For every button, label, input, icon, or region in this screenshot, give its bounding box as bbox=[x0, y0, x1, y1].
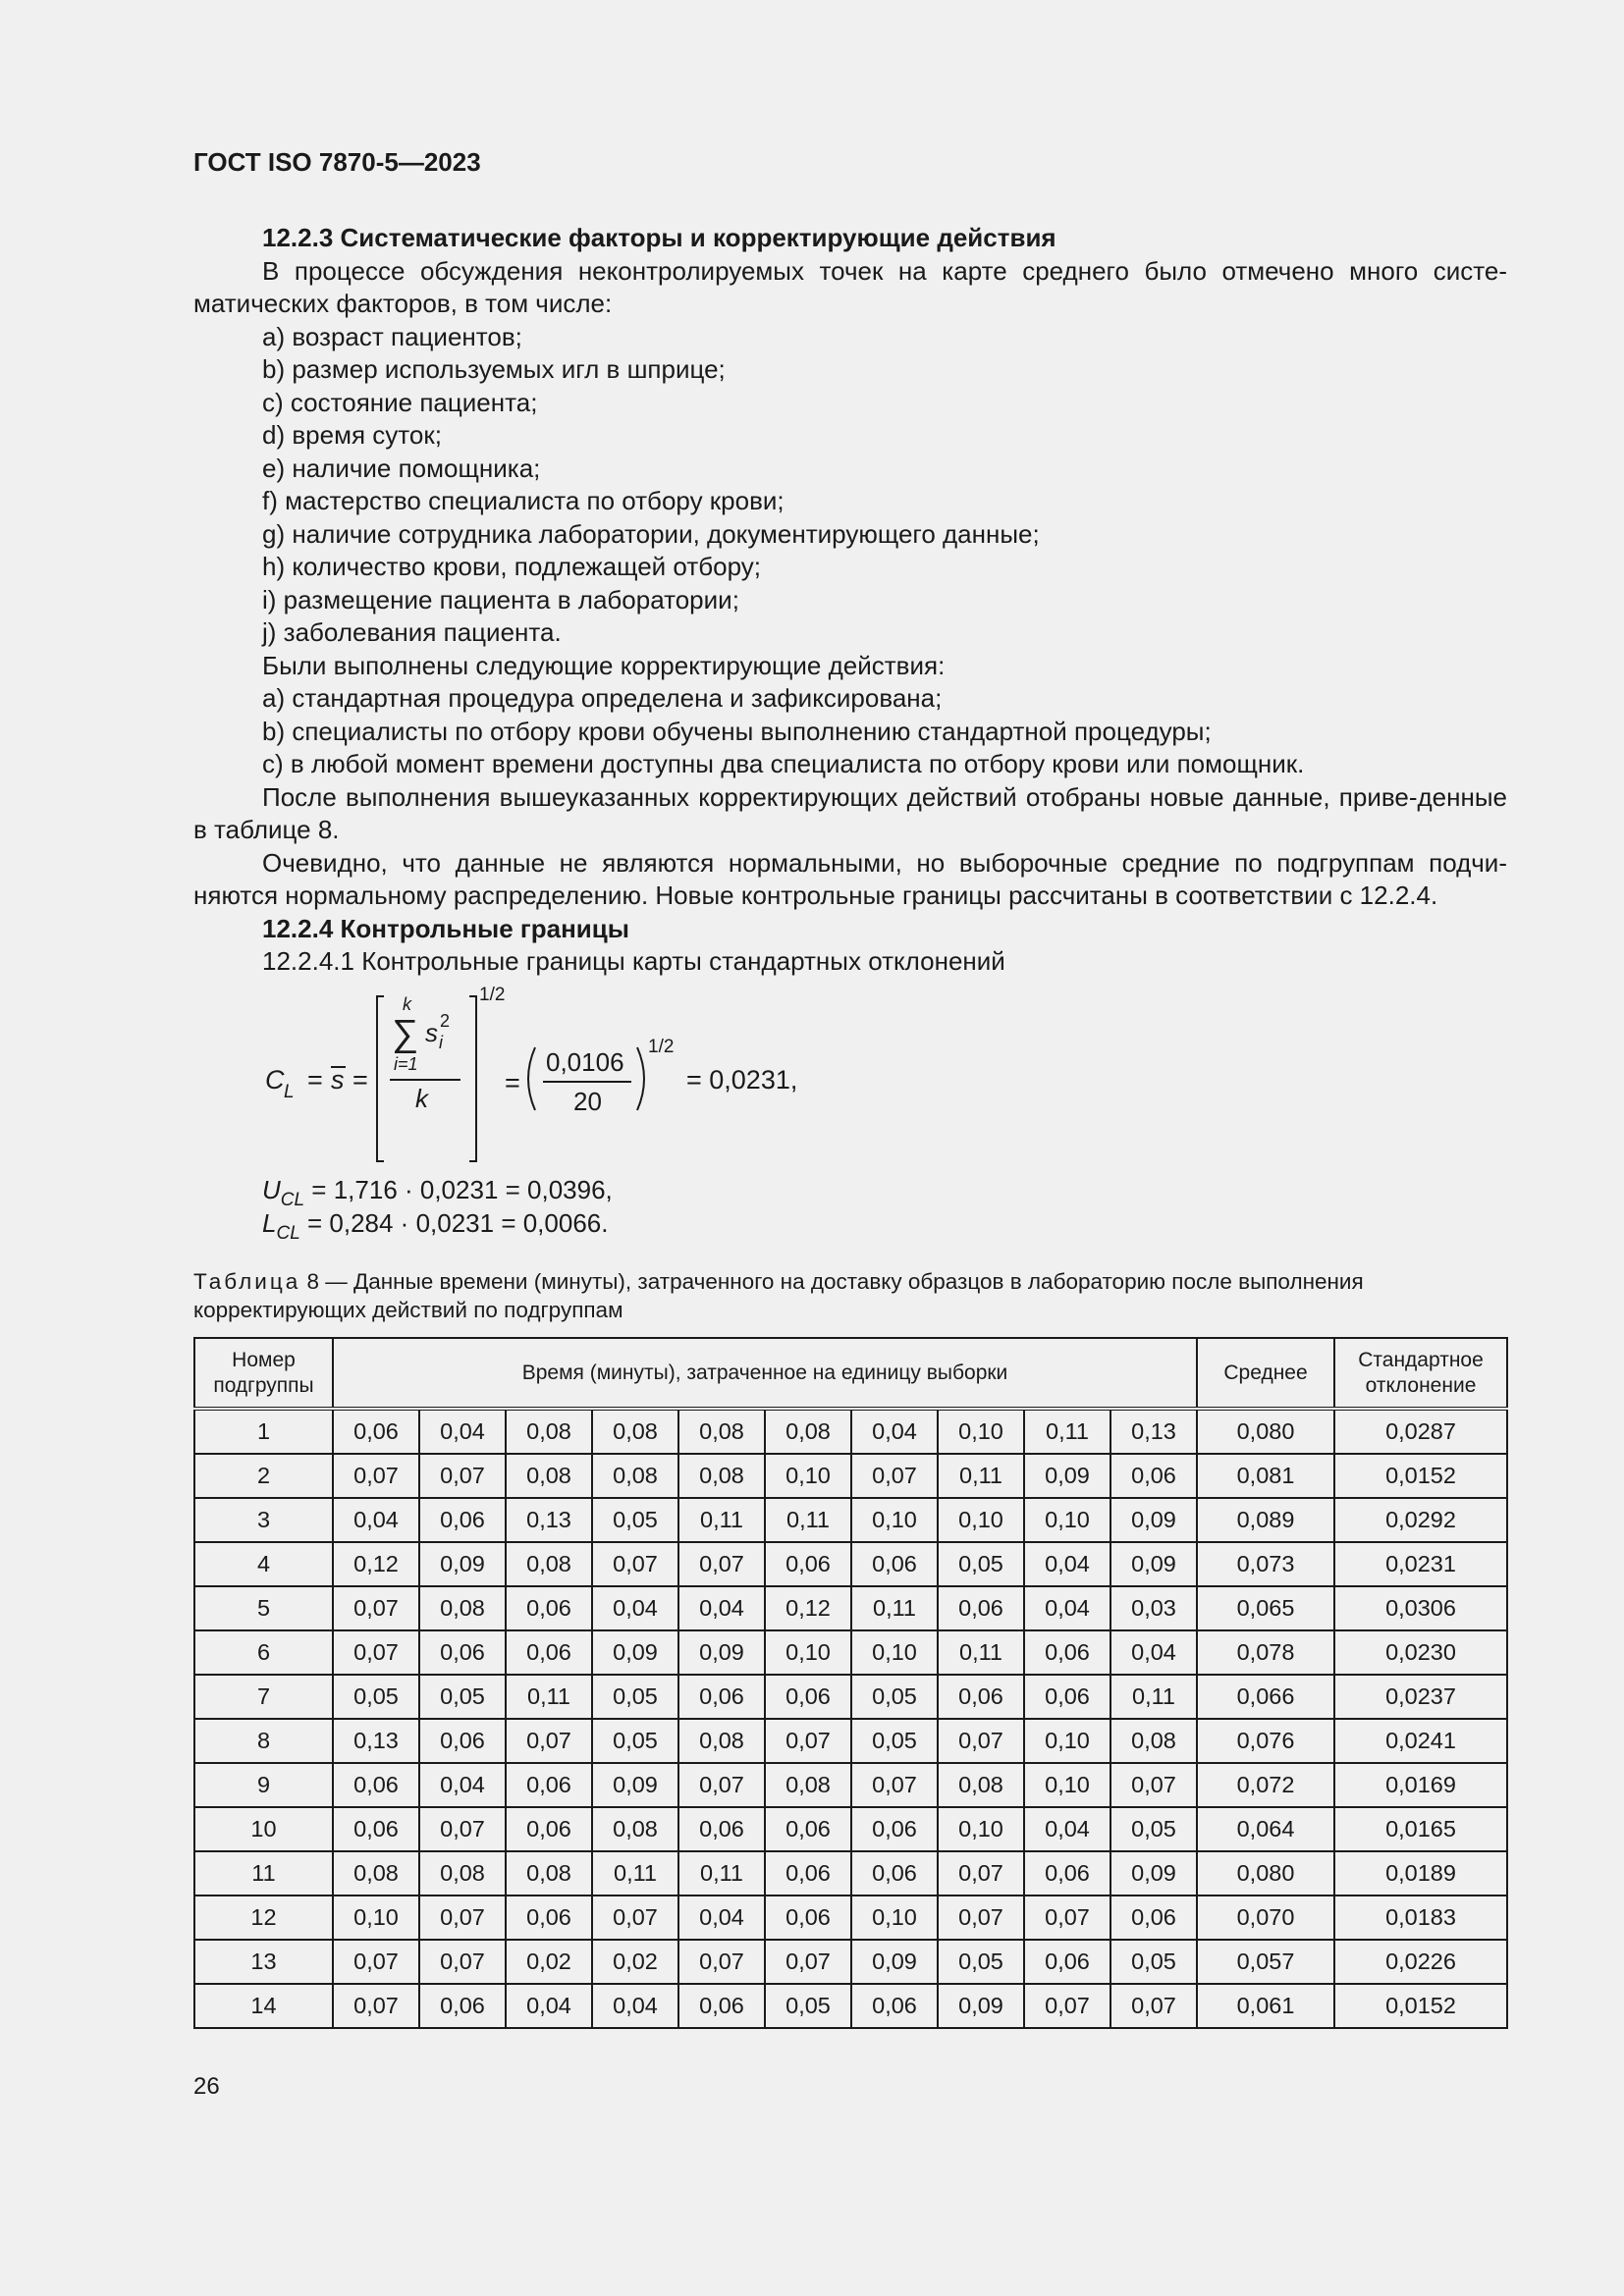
formula-lhs: C bbox=[265, 1064, 285, 1095]
formula-equals-1: = bbox=[307, 1064, 323, 1095]
time-value-cell: 0,06 bbox=[333, 1763, 419, 1807]
time-value-cell: 0,13 bbox=[506, 1498, 592, 1542]
time-value-cell: 0,04 bbox=[678, 1896, 765, 1940]
time-value-cell: 0,11 bbox=[765, 1498, 851, 1542]
formula-s-bar: s bbox=[331, 1064, 345, 1095]
time-value-cell: 0,06 bbox=[851, 1807, 938, 1851]
time-value-cell: 0,08 bbox=[938, 1763, 1024, 1807]
header-subgroup: Номер подгруппы bbox=[194, 1338, 333, 1409]
time-value-cell: 0,06 bbox=[1024, 1851, 1110, 1896]
std-cell: 0,0226 bbox=[1334, 1940, 1507, 1984]
time-value-cell: 0,06 bbox=[1024, 1630, 1110, 1675]
sum-term-sub: i bbox=[439, 1032, 443, 1052]
time-value-cell: 0,11 bbox=[938, 1630, 1024, 1675]
list-item: g) наличие сотрудника лаборатории, документирующего данные; bbox=[262, 518, 1040, 549]
time-value-cell: 0,10 bbox=[1024, 1719, 1110, 1763]
time-value-cell: 0,04 bbox=[1024, 1807, 1110, 1851]
time-value-cell: 0,09 bbox=[592, 1630, 678, 1675]
list-item: f) мастерство специалиста по отбору крови; bbox=[262, 486, 785, 515]
time-value-cell: 0,06 bbox=[419, 1719, 506, 1763]
time-value-cell: 0,07 bbox=[506, 1719, 592, 1763]
left-paren bbox=[528, 1047, 535, 1110]
time-value-cell: 0,07 bbox=[938, 1851, 1024, 1896]
list-item: b) специалисты по отбору крови обучены выполнению стандартной процедуры; bbox=[262, 716, 1212, 746]
control-limit-formula bbox=[193, 984, 1507, 1161]
time-value-cell: 0,05 bbox=[1110, 1940, 1197, 1984]
mean-cell: 0,080 bbox=[1197, 1851, 1334, 1896]
time-value-cell: 0,07 bbox=[851, 1454, 938, 1498]
header-times: Время (минуты), затраченное на единицу выборки bbox=[333, 1338, 1197, 1409]
sum-lower-limit: i=1 bbox=[394, 1053, 418, 1074]
list-item: c) состояние пациента; bbox=[262, 387, 538, 417]
subgroup-number-cell: 9 bbox=[194, 1763, 333, 1807]
data-table bbox=[193, 1337, 1508, 2029]
time-value-cell: 0,09 bbox=[938, 1984, 1024, 2028]
time-value-cell: 0,06 bbox=[333, 1409, 419, 1454]
time-value-cell: 0,04 bbox=[506, 1984, 592, 2028]
section-title-12-2-3: 12.2.3 Систематические факторы и корректирующие действия bbox=[262, 223, 1056, 252]
sum-term: s bbox=[425, 1017, 438, 1047]
table-row bbox=[194, 1940, 1507, 1984]
time-value-cell: 0,06 bbox=[419, 1984, 506, 2028]
list-item: a) возраст пациентов; bbox=[262, 321, 522, 351]
table-row bbox=[194, 1630, 1507, 1675]
time-value-cell: 0,11 bbox=[1110, 1675, 1197, 1719]
time-value-cell: 0,04 bbox=[1110, 1630, 1197, 1675]
time-value-cell: 0,05 bbox=[592, 1719, 678, 1763]
right-bracket bbox=[469, 996, 476, 1161]
subgroup-number-cell: 7 bbox=[194, 1675, 333, 1719]
table-row bbox=[194, 1586, 1507, 1630]
time-value-cell: 0,12 bbox=[333, 1542, 419, 1586]
time-value-cell: 0,08 bbox=[506, 1851, 592, 1896]
mean-cell: 0,072 bbox=[1197, 1763, 1334, 1807]
time-value-cell: 0,08 bbox=[419, 1586, 506, 1630]
subgroup-number-cell: 1 bbox=[194, 1409, 333, 1454]
time-value-cell: 0,04 bbox=[851, 1409, 938, 1454]
time-value-cell: 0,06 bbox=[678, 1675, 765, 1719]
time-value-cell: 0,04 bbox=[419, 1409, 506, 1454]
time-value-cell: 0,07 bbox=[765, 1940, 851, 1984]
header-mean: Среднее bbox=[1197, 1338, 1334, 1409]
time-value-cell: 0,10 bbox=[765, 1454, 851, 1498]
time-value-cell: 0,11 bbox=[938, 1454, 1024, 1498]
time-value-cell: 0,13 bbox=[1110, 1409, 1197, 1454]
time-value-cell: 0,07 bbox=[419, 1807, 506, 1851]
time-value-cell: 0,07 bbox=[592, 1542, 678, 1586]
time-value-cell: 0,10 bbox=[938, 1409, 1024, 1454]
time-value-cell: 0,11 bbox=[592, 1851, 678, 1896]
ucl-line bbox=[262, 1173, 1507, 1210]
time-value-cell: 0,10 bbox=[851, 1896, 938, 1940]
subgroup-number-cell: 6 bbox=[194, 1630, 333, 1675]
time-value-cell: 0,10 bbox=[765, 1630, 851, 1675]
time-value-cell: 0,10 bbox=[1024, 1498, 1110, 1542]
table-row bbox=[194, 1454, 1507, 1498]
time-value-cell: 0,11 bbox=[851, 1586, 938, 1630]
table-caption-label: Таблица bbox=[193, 1268, 301, 1294]
mean-cell: 0,065 bbox=[1197, 1586, 1334, 1630]
numeric-numerator: 0,0106 bbox=[546, 1046, 624, 1077]
time-value-cell: 0,07 bbox=[1024, 1984, 1110, 2028]
time-value-cell: 0,05 bbox=[333, 1675, 419, 1719]
subgroup-number-cell: 10 bbox=[194, 1807, 333, 1851]
time-value-cell: 0,05 bbox=[851, 1675, 938, 1719]
time-value-cell: 0,07 bbox=[333, 1454, 419, 1498]
time-value-cell: 0,13 bbox=[333, 1719, 419, 1763]
table-row bbox=[194, 1896, 1507, 1940]
header-std: Стандартное отклонение bbox=[1334, 1338, 1507, 1409]
time-value-cell: 0,06 bbox=[851, 1984, 938, 2028]
time-value-cell: 0,06 bbox=[765, 1896, 851, 1940]
time-value-cell: 0,07 bbox=[592, 1896, 678, 1940]
limits-block bbox=[193, 1173, 1507, 1244]
subgroup-number-cell: 4 bbox=[194, 1542, 333, 1586]
time-value-cell: 0,06 bbox=[1110, 1896, 1197, 1940]
mean-cell: 0,073 bbox=[1197, 1542, 1334, 1586]
table-row bbox=[194, 1542, 1507, 1586]
subgroup-number-cell: 12 bbox=[194, 1896, 333, 1940]
subgroup-number-cell: 3 bbox=[194, 1498, 333, 1542]
time-value-cell: 0,08 bbox=[765, 1409, 851, 1454]
time-value-cell: 0,05 bbox=[765, 1984, 851, 2028]
time-value-cell: 0,02 bbox=[506, 1940, 592, 1984]
obvious-paragraph: Очевидно, что данные не являются нормальными, но выборочные средние по подгруппам подчи-няются нормальному распределению. Новые контрольные границы рассчитаны в соответствии с 12.2.4. bbox=[193, 847, 1507, 910]
mean-cell: 0,070 bbox=[1197, 1896, 1334, 1940]
time-value-cell: 0,05 bbox=[592, 1498, 678, 1542]
mean-cell: 0,078 bbox=[1197, 1630, 1334, 1675]
time-value-cell: 0,08 bbox=[592, 1807, 678, 1851]
time-value-cell: 0,08 bbox=[506, 1409, 592, 1454]
mean-cell: 0,057 bbox=[1197, 1940, 1334, 1984]
table-caption bbox=[193, 1267, 1507, 1324]
std-cell: 0,0237 bbox=[1334, 1675, 1507, 1719]
time-value-cell: 0,06 bbox=[678, 1807, 765, 1851]
time-value-cell: 0,07 bbox=[938, 1896, 1024, 1940]
fraction-denominator: k bbox=[415, 1083, 428, 1113]
actions-list bbox=[193, 682, 1507, 781]
subsection-title-12-2-4-1: 12.2.4.1 Контрольные границы карты стандартных отклонений bbox=[262, 946, 1005, 976]
lcl-sub: CL bbox=[276, 1222, 300, 1244]
formula-graphic bbox=[193, 984, 881, 1161]
list-item: j) заболевания пациента. bbox=[262, 617, 562, 647]
subgroup-number-cell: 2 bbox=[194, 1454, 333, 1498]
time-value-cell: 0,08 bbox=[506, 1542, 592, 1586]
ucl-sub: CL bbox=[280, 1189, 305, 1210]
time-value-cell: 0,09 bbox=[678, 1630, 765, 1675]
time-value-cell: 0,05 bbox=[419, 1675, 506, 1719]
time-value-cell: 0,08 bbox=[765, 1763, 851, 1807]
table-header-row bbox=[194, 1338, 1507, 1409]
time-value-cell: 0,02 bbox=[592, 1940, 678, 1984]
document-code: ГОСТ ISO 7870-5—2023 bbox=[193, 147, 481, 177]
time-value-cell: 0,07 bbox=[419, 1454, 506, 1498]
subgroup-number-cell: 11 bbox=[194, 1851, 333, 1896]
sum-term-sup: 2 bbox=[440, 1010, 451, 1031]
time-value-cell: 0,11 bbox=[678, 1851, 765, 1896]
mean-cell: 0,066 bbox=[1197, 1675, 1334, 1719]
time-value-cell: 0,06 bbox=[333, 1807, 419, 1851]
factor-list bbox=[193, 321, 1507, 650]
mean-cell: 0,061 bbox=[1197, 1984, 1334, 2028]
time-value-cell: 0,04 bbox=[419, 1763, 506, 1807]
subgroup-number-cell: 5 bbox=[194, 1586, 333, 1630]
time-value-cell: 0,06 bbox=[419, 1498, 506, 1542]
time-value-cell: 0,06 bbox=[1024, 1675, 1110, 1719]
time-value-cell: 0,08 bbox=[592, 1409, 678, 1454]
time-value-cell: 0,09 bbox=[592, 1763, 678, 1807]
time-value-cell: 0,09 bbox=[1110, 1542, 1197, 1586]
time-value-cell: 0,10 bbox=[851, 1498, 938, 1542]
time-value-cell: 0,07 bbox=[419, 1896, 506, 1940]
time-value-cell: 0,10 bbox=[1024, 1763, 1110, 1807]
time-value-cell: 0,08 bbox=[419, 1851, 506, 1896]
left-bracket bbox=[377, 996, 384, 1161]
std-cell: 0,0306 bbox=[1334, 1586, 1507, 1630]
time-value-cell: 0,04 bbox=[592, 1984, 678, 2028]
time-value-cell: 0,07 bbox=[1110, 1984, 1197, 2028]
mean-cell: 0,080 bbox=[1197, 1409, 1334, 1454]
time-value-cell: 0,07 bbox=[333, 1940, 419, 1984]
time-value-cell: 0,04 bbox=[1024, 1542, 1110, 1586]
list-item: e) наличие помощника; bbox=[262, 453, 541, 483]
time-value-cell: 0,08 bbox=[592, 1454, 678, 1498]
time-value-cell: 0,07 bbox=[419, 1940, 506, 1984]
subgroup-number-cell: 14 bbox=[194, 1984, 333, 2028]
mean-cell: 0,081 bbox=[1197, 1454, 1334, 1498]
time-value-cell: 0,09 bbox=[851, 1940, 938, 1984]
subgroup-number-cell: 13 bbox=[194, 1940, 333, 1984]
time-value-cell: 0,06 bbox=[506, 1896, 592, 1940]
time-value-cell: 0,06 bbox=[419, 1630, 506, 1675]
time-value-cell: 0,07 bbox=[678, 1940, 765, 1984]
time-value-cell: 0,08 bbox=[678, 1719, 765, 1763]
time-value-cell: 0,06 bbox=[506, 1807, 592, 1851]
time-value-cell: 0,10 bbox=[938, 1498, 1024, 1542]
time-value-cell: 0,06 bbox=[938, 1586, 1024, 1630]
time-value-cell: 0,08 bbox=[678, 1409, 765, 1454]
time-value-cell: 0,06 bbox=[765, 1542, 851, 1586]
list-item: h) количество крови, подлежащей отбору; bbox=[262, 552, 761, 581]
std-cell: 0,0292 bbox=[1334, 1498, 1507, 1542]
table-row bbox=[194, 1851, 1507, 1896]
lcl-line bbox=[262, 1206, 1507, 1244]
mean-cell: 0,076 bbox=[1197, 1719, 1334, 1763]
time-value-cell: 0,06 bbox=[765, 1851, 851, 1896]
time-value-cell: 0,06 bbox=[938, 1675, 1024, 1719]
list-item: c) в любой момент времени доступны два специалиста по отбору крови или помощник. bbox=[262, 749, 1305, 778]
list-item: d) время суток; bbox=[262, 420, 442, 450]
time-value-cell: 0,06 bbox=[678, 1984, 765, 2028]
ucl-symbol: U bbox=[262, 1174, 281, 1204]
std-cell: 0,0165 bbox=[1334, 1807, 1507, 1851]
formula-result: = 0,0231, bbox=[686, 1064, 798, 1095]
time-value-cell: 0,06 bbox=[765, 1675, 851, 1719]
table-row bbox=[194, 1409, 1507, 1454]
time-value-cell: 0,04 bbox=[1024, 1586, 1110, 1630]
mean-cell: 0,089 bbox=[1197, 1498, 1334, 1542]
time-value-cell: 0,07 bbox=[678, 1542, 765, 1586]
time-value-cell: 0,09 bbox=[1110, 1851, 1197, 1896]
time-value-cell: 0,09 bbox=[419, 1542, 506, 1586]
page-number: 26 bbox=[193, 2073, 220, 2100]
time-value-cell: 0,06 bbox=[1024, 1940, 1110, 1984]
numeric-denominator: 20 bbox=[573, 1086, 602, 1116]
time-value-cell: 0,07 bbox=[333, 1984, 419, 2028]
time-value-cell: 0,07 bbox=[678, 1763, 765, 1807]
time-value-cell: 0,03 bbox=[1110, 1586, 1197, 1630]
section-title-12-2-4: 12.2.4 Контрольные границы bbox=[262, 913, 629, 943]
actions-intro: Были выполнены следующие корректирующие действия: bbox=[262, 650, 946, 680]
table-row bbox=[194, 1984, 1507, 2028]
time-value-cell: 0,06 bbox=[506, 1763, 592, 1807]
std-cell: 0,0230 bbox=[1334, 1630, 1507, 1675]
time-value-cell: 0,06 bbox=[851, 1851, 938, 1896]
time-value-cell: 0,11 bbox=[678, 1498, 765, 1542]
table-row bbox=[194, 1807, 1507, 1851]
inner-exponent: 1/2 bbox=[648, 1036, 675, 1057]
formula-equals-2: = bbox=[352, 1064, 368, 1095]
time-value-cell: 0,08 bbox=[678, 1454, 765, 1498]
sum-symbol: ∑ bbox=[392, 1012, 419, 1054]
ucl-expression: = 1,716 · 0,0231 = 0,0396, bbox=[304, 1174, 613, 1204]
time-value-cell: 0,08 bbox=[506, 1454, 592, 1498]
time-value-cell: 0,07 bbox=[333, 1586, 419, 1630]
std-cell: 0,0287 bbox=[1334, 1409, 1507, 1454]
table-row bbox=[194, 1719, 1507, 1763]
time-value-cell: 0,07 bbox=[1024, 1896, 1110, 1940]
list-item: b) размер используемых игл в шприце; bbox=[262, 354, 726, 384]
time-value-cell: 0,06 bbox=[765, 1807, 851, 1851]
time-value-cell: 0,11 bbox=[506, 1675, 592, 1719]
std-cell: 0,0169 bbox=[1334, 1763, 1507, 1807]
time-value-cell: 0,10 bbox=[333, 1896, 419, 1940]
time-value-cell: 0,07 bbox=[1110, 1763, 1197, 1807]
lcl-symbol: L bbox=[262, 1207, 277, 1238]
list-item: i) размещение пациента в лаборатории; bbox=[262, 584, 739, 614]
std-cell: 0,0152 bbox=[1334, 1984, 1507, 2028]
outer-exponent: 1/2 bbox=[479, 984, 506, 1005]
page-body bbox=[193, 222, 1507, 1324]
sum-upper-limit: k bbox=[403, 993, 411, 1014]
lcl-expression: = 0,284 · 0,0231 = 0,0066. bbox=[299, 1207, 609, 1238]
time-value-cell: 0,11 bbox=[1024, 1409, 1110, 1454]
time-value-cell: 0,04 bbox=[333, 1498, 419, 1542]
time-value-cell: 0,06 bbox=[506, 1586, 592, 1630]
table-row bbox=[194, 1763, 1507, 1807]
time-value-cell: 0,05 bbox=[938, 1542, 1024, 1586]
table-body bbox=[194, 1409, 1507, 2028]
time-value-cell: 0,10 bbox=[851, 1630, 938, 1675]
time-value-cell: 0,09 bbox=[1110, 1498, 1197, 1542]
list-item: a) стандартная процедура определена и зафиксирована; bbox=[262, 683, 943, 713]
std-cell: 0,0183 bbox=[1334, 1896, 1507, 1940]
time-value-cell: 0,05 bbox=[938, 1940, 1024, 1984]
time-value-cell: 0,07 bbox=[333, 1630, 419, 1675]
time-value-cell: 0,07 bbox=[765, 1719, 851, 1763]
std-cell: 0,0152 bbox=[1334, 1454, 1507, 1498]
time-value-cell: 0,05 bbox=[592, 1675, 678, 1719]
mean-cell: 0,064 bbox=[1197, 1807, 1334, 1851]
formula-lhs-sub: L bbox=[284, 1081, 295, 1102]
formula-equals-3: = bbox=[505, 1067, 520, 1097]
time-value-cell: 0,04 bbox=[678, 1586, 765, 1630]
time-value-cell: 0,08 bbox=[333, 1851, 419, 1896]
std-cell: 0,0189 bbox=[1334, 1851, 1507, 1896]
time-value-cell: 0,04 bbox=[592, 1586, 678, 1630]
table-row bbox=[194, 1498, 1507, 1542]
std-cell: 0,0231 bbox=[1334, 1542, 1507, 1586]
time-value-cell: 0,06 bbox=[1110, 1454, 1197, 1498]
table-caption-text: 8 — Данные времени (минуты), затраченного на доставку образцов в лабораторию после выполнения корректирующих действий по подгруппам bbox=[193, 1268, 1364, 1322]
time-value-cell: 0,12 bbox=[765, 1586, 851, 1630]
right-paren bbox=[637, 1047, 644, 1110]
time-value-cell: 0,06 bbox=[851, 1542, 938, 1586]
time-value-cell: 0,05 bbox=[851, 1719, 938, 1763]
time-value-cell: 0,06 bbox=[506, 1630, 592, 1675]
subgroup-number-cell: 8 bbox=[194, 1719, 333, 1763]
time-value-cell: 0,10 bbox=[938, 1807, 1024, 1851]
after-paragraph: После выполнения вышеуказанных корректирующих действий отобраны новые данные, приве-денные в таблице 8. bbox=[193, 781, 1507, 844]
time-value-cell: 0,07 bbox=[938, 1719, 1024, 1763]
time-value-cell: 0,08 bbox=[1110, 1719, 1197, 1763]
time-value-cell: 0,05 bbox=[1110, 1807, 1197, 1851]
time-value-cell: 0,07 bbox=[851, 1763, 938, 1807]
intro-paragraph: В процессе обсуждения неконтролируемых точек на карте среднего было отмечено много систе-матических факторов, в том числе: bbox=[193, 255, 1507, 318]
time-value-cell: 0,09 bbox=[1024, 1454, 1110, 1498]
std-cell: 0,0241 bbox=[1334, 1719, 1507, 1763]
table-row bbox=[194, 1675, 1507, 1719]
